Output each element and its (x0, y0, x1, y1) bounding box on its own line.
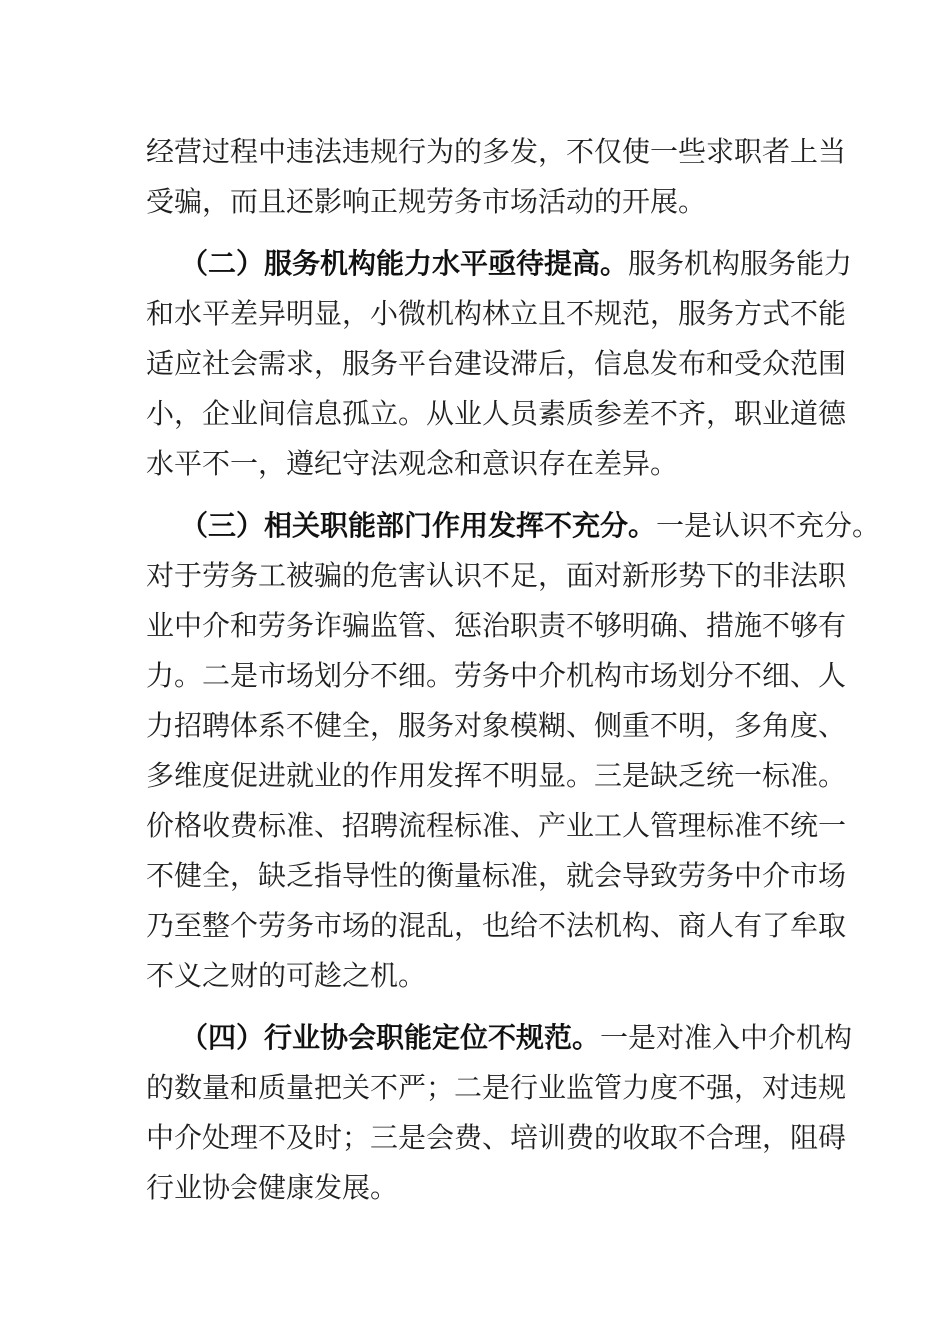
paragraph-first-line (180, 508, 880, 544)
section-heading: （三）相关职能部门作用发挥不充分。 (180, 509, 657, 542)
text-line: 多维度促进就业的作用发挥不明显。三是缺乏统一标准。 (146, 759, 847, 792)
text-line: 水平不一，遵纪守法观念和意识存在差异。 (146, 447, 679, 480)
text-line: 业中介和劳务诈骗监管、惩治职责不够明确、措施不够有 (146, 609, 847, 642)
text-line: 不义之财的可趁之机。 (146, 959, 427, 992)
text-line: 和水平差异明显，小微机构林立且不规范，服务方式不能 (146, 297, 847, 330)
text-line: 不健全，缺乏指导性的衡量标准，就会导致劳务中介市场 (146, 859, 847, 892)
text-line: 小，企业间信息孤立。从业人员素质参差不齐，职业道德 (146, 397, 847, 430)
text-run: 一是对准入中介机构 (600, 1021, 853, 1054)
text-line: 的数量和质量把关不严；二是行业监管力度不强，对违规 (146, 1071, 847, 1104)
text-run: 一是认识不充分。 (656, 509, 881, 542)
text-line: 力。二是市场划分不细。劳务中介机构市场划分不细、人 (146, 659, 847, 692)
paragraph-first-line (180, 1020, 852, 1056)
section-heading: （二）服务机构能力水平亟待提高。 (180, 247, 629, 280)
text-line: 受骗，而且还影响正规劳务市场活动的开展。 (146, 185, 707, 218)
text-line: 价格收费标准、招聘流程标准、产业工人管理标准不统一 (146, 809, 847, 842)
text-line: 行业协会健康发展。 (146, 1171, 399, 1204)
text-line: 经营过程中违法违规行为的多发，不仅使一些求职者上当 (146, 135, 847, 168)
text-line: 适应社会需求，服务平台建设滞后，信息发布和受众范围 (146, 347, 847, 380)
text-line: 中介处理不及时；三是会费、培训费的收取不合理，阻碍 (146, 1121, 847, 1154)
text-line: 力招聘体系不健全，服务对象模糊、侧重不明，多角度、 (146, 709, 847, 742)
section-heading: （四）行业协会职能定位不规范。 (180, 1021, 601, 1054)
text-run: 服务机构服务能力 (628, 247, 853, 280)
text-line: 乃至整个劳务市场的混乱，也给不法机构、商人有了牟取 (146, 909, 847, 942)
text-line: 对于劳务工被骗的危害认识不足，面对新形势下的非法职 (146, 559, 847, 592)
paragraph-first-line (180, 246, 852, 282)
